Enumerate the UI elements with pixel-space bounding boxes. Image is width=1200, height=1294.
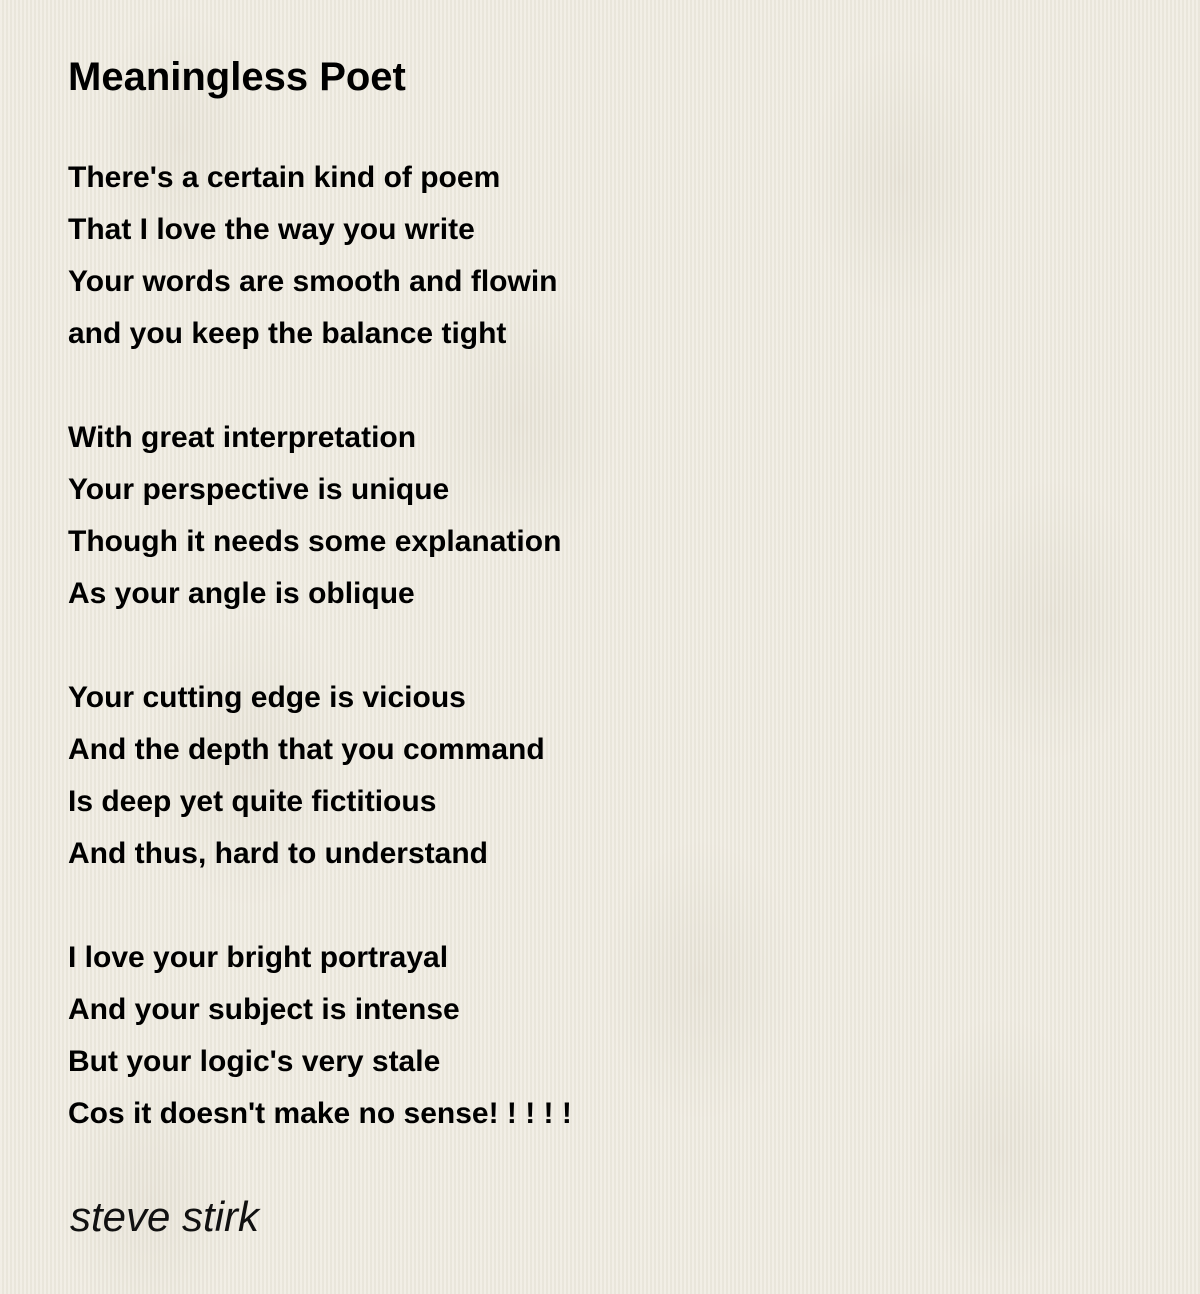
stanza-2 (68, 412, 572, 620)
poem-line: Cos it doesn't make no sense! ! ! ! ! (68, 1097, 572, 1130)
poem-line: Though it needs some explanation (68, 525, 562, 558)
poem-body (68, 152, 572, 1192)
poem-title: Meaningless Poet (68, 55, 406, 99)
poem-line: And the depth that you command (68, 733, 545, 766)
poem-line: There's a certain kind of poem (68, 161, 501, 194)
poem-line: Your words are smooth and flowin (68, 265, 558, 298)
poem-author: steve stirk (70, 1193, 260, 1240)
poem-line: And your subject is intense (68, 993, 460, 1026)
stanza-3 (68, 672, 572, 880)
poem-line: But your logic's very stale (68, 1045, 441, 1078)
poem-line: That I love the way you write (68, 213, 475, 246)
poem-line: As your angle is oblique (68, 577, 415, 610)
stanza-1 (68, 152, 572, 360)
poem-line: With great interpretation (68, 421, 417, 454)
poem-line: I love your bright portrayal (68, 941, 449, 974)
poem-line: Is deep yet quite fictitious (68, 785, 437, 818)
poem-line: And thus, hard to understand (68, 837, 488, 870)
poem-line: Your cutting edge is vicious (68, 681, 466, 714)
poem-line: Your perspective is unique (68, 473, 450, 506)
stanza-4 (68, 932, 572, 1140)
poem-line: and you keep the balance tight (68, 317, 507, 350)
